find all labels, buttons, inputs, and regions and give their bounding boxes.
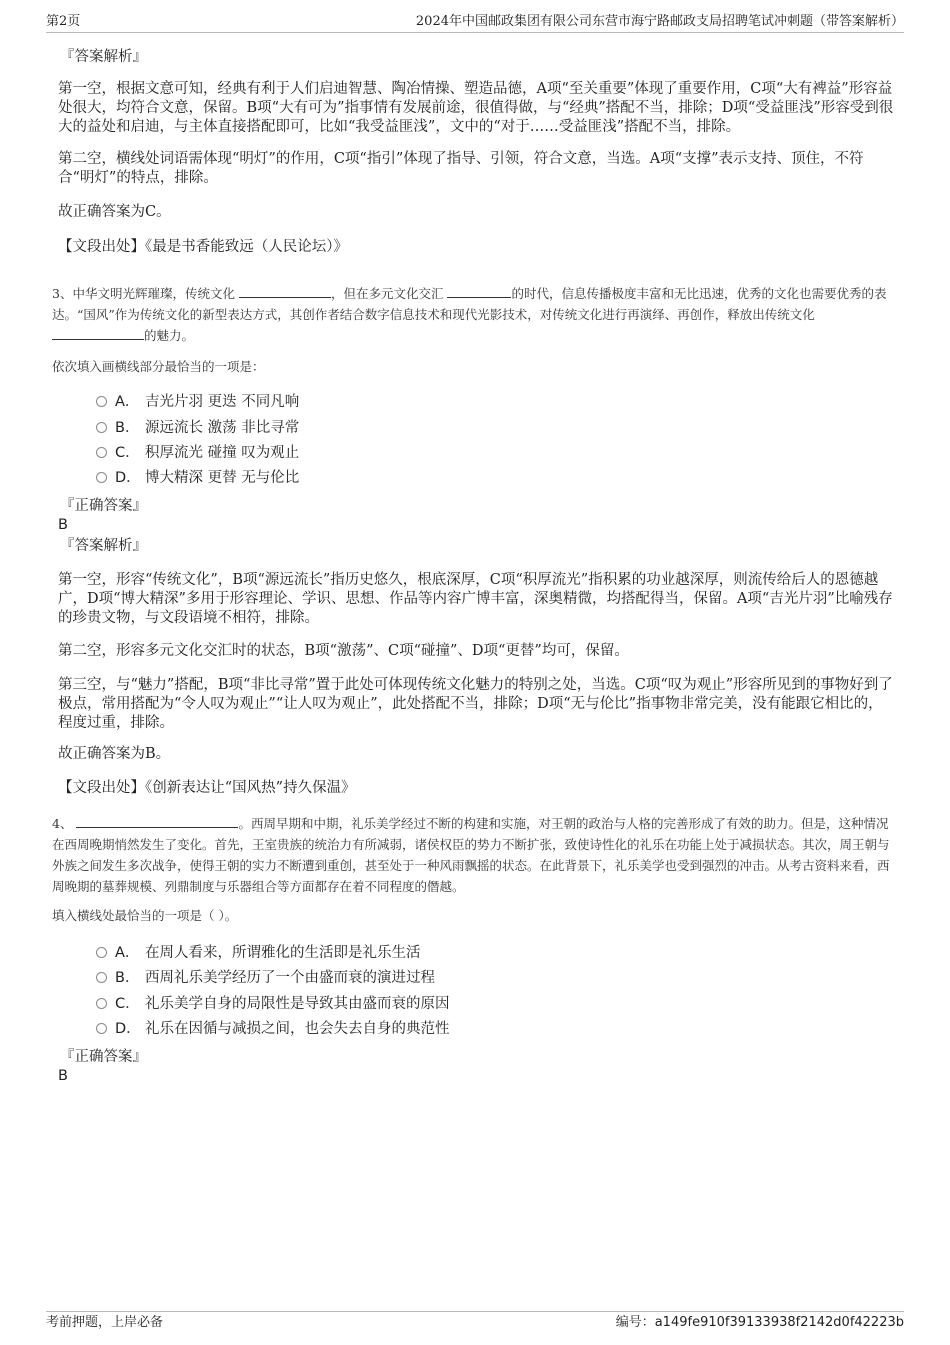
radio-button-icon[interactable]	[96, 972, 107, 983]
q3-option-d[interactable]: D． 博大精深 更替 无与伦比	[96, 468, 299, 488]
q4-number: 4、	[52, 816, 73, 831]
code-label: 编号：	[615, 1315, 655, 1330]
q2-conclusion: 故正确答案为C。	[58, 204, 171, 220]
answer-blank	[239, 284, 331, 298]
answer-blank	[447, 284, 511, 298]
q3-stem-part-4: 的魅力。	[144, 328, 195, 343]
q3-conclusion: 故正确答案为B。	[58, 746, 171, 762]
q4-answer-label: 『正确答案』	[60, 1049, 147, 1065]
q3-answer-label: 『正确答案』	[60, 498, 147, 514]
page-header	[46, 12, 904, 33]
q3-analysis-para-1: 第一空，形容“传统文化”，B项“源远流长”指历史悠久，根底深厚，C项“积厚流光”指积累的功业越深厚，则流传给后人的恩德越广，D项“博大精深”多用于形容理论、学识、思想、作品等内容广博丰富，深奥精微，均搭配得当，保留。A项“吉光片羽”比喻残存的珍贵文物，与文段语境不相符，排除。	[58, 572, 893, 626]
code-value: a149fe910f39133938f2142d0f42223b	[654, 1315, 904, 1330]
radio-button-icon[interactable]	[96, 1023, 107, 1034]
q4-prompt: 填入横线处最恰当的一项是（ ）。	[52, 908, 238, 923]
q2-analysis-label: 『答案解析』	[60, 49, 147, 65]
answer-blank	[76, 814, 238, 828]
q3-analysis-label: 『答案解析』	[60, 538, 147, 554]
q3-stem-part-3: 的时代，信息传播极度丰富和无比迅速，优秀的文化也需要优秀的表达。“国风”作为传统文化的新型表达方式，其创作者结合数字信息技术和现代光影技术，对传统文化进行再演绎、再创作，释放出传统文化	[52, 286, 887, 322]
q4-option-b[interactable]: B． 西周礼乐美学经历了一个由盛而衰的演进过程	[96, 968, 435, 988]
q3-option-a[interactable]: A． 吉光片羽 更迭 不同凡响	[96, 392, 299, 412]
q3-stem-part-1: 中华文明光辉璀璨，传统文化	[72, 286, 235, 301]
q3-prompt: 依次填入画横线部分最恰当的一项是：	[52, 359, 265, 374]
q4-stem-text: 。西周早期和中期，礼乐美学经过不断的构建和实施，对王朝的政治与人格的完善形成了有效的助力。但是，这种情况在西周晚期悄然发生了变化。首先，王室贵族的统治力有所减弱，诸侯权臣的势力不断扩张，致使诗性化的礼乐在功能上处于减损状态。其次，周王朝与外族之间发生多次战争，使得王朝的实力不断遭到重创，甚至处于一种风雨飘摇的状态。在此背景下，礼乐美学也受到强烈的冲击。从考古资料来看，西周晚期的墓葬规模、列鼎制度与乐器组合等方面都存在着不同程度的僭越。	[52, 816, 890, 894]
q3-source: 【文段出处】《创新表达让“国风热”持久保温》	[58, 780, 356, 796]
radio-button-icon[interactable]	[96, 396, 107, 407]
q3-analysis-para-2: 第二空，形容多元文化交汇时的状态，B项“激荡”、C项“碰撞”、D项“更替”均可，保留。	[58, 643, 629, 659]
q4-stem	[52, 813, 898, 897]
answer-blank	[52, 326, 144, 340]
radio-button-icon[interactable]	[96, 947, 107, 958]
radio-button-icon[interactable]	[96, 998, 107, 1009]
radio-button-icon[interactable]	[96, 422, 107, 433]
q4-option-c[interactable]: C． 礼乐美学自身的局限性是导致其由盛而衰的原因	[96, 994, 450, 1014]
q3-answer: B	[58, 517, 68, 533]
document-code	[616, 1312, 904, 1334]
q4-answer: B	[58, 1068, 68, 1084]
document-title: 2024年中国邮政集团有限公司东营市海宁路邮政支局招聘笔试冲刺题（带答案解析）	[415, 14, 904, 29]
q2-analysis-para-1: 第一空，根据文意可知，经典有利于人们启迪智慧、陶冶情操、塑造品德，A项“至关重要”体现了重要作用，C项“大有裨益”形容益处很大，均符合文意，保留。B项“大有可为”指事情有发展前途，很值得做，与“经典”搭配不当，排除；D项“受益匪浅”形容受到很大的益处和启迪，与主体直接搭配即可，比如“我受益匪浅”，文中的“对于……受益匪浅”搭配不当，排除。	[58, 81, 894, 135]
radio-button-icon[interactable]	[96, 472, 107, 483]
q3-stem	[52, 283, 898, 346]
q4-option-a[interactable]: A． 在周人看来，所谓雅化的生活即是礼乐生活	[96, 943, 421, 963]
page-footer	[46, 1311, 904, 1334]
q3-analysis-para-3: 第三空，与“魅力”搭配，B项“非比寻常”置于此处可体现传统文化魅力的特别之处，当选。C项“叹为观止”形容所见到的事物好到了极点，常用搭配为“令人叹为观止”“让人叹为观止”，此处搭配不当，排除；D项“无与伦比”指事物非常完美，没有能跟它相比的，程度过重，排除。	[58, 677, 893, 731]
page-number: 第2页	[46, 14, 81, 29]
q3-stem-part-2: ，但在多元文化交汇	[330, 286, 444, 301]
footer-slogan: 考前押题，上岸必备	[46, 1315, 164, 1330]
radio-button-icon[interactable]	[96, 447, 107, 458]
q2-source: 【文段出处】《最是书香能致远（人民论坛）》	[58, 239, 348, 255]
q4-option-d[interactable]: D． 礼乐在因循与减损之间，也会失去自身的典范性	[96, 1019, 450, 1039]
q3-option-b[interactable]: B． 源远流长 激荡 非比寻常	[96, 418, 299, 438]
q2-analysis-para-2: 第二空，横线处词语需体现“明灯”的作用，C项“指引”体现了指导、引领，符合文意，当选。A项“支撑”表示支持、顶住，不符合“明灯”的特点，排除。	[58, 151, 864, 186]
q3-option-c[interactable]: C． 积厚流光 碰撞 叹为观止	[96, 443, 299, 463]
q3-number: 3、	[52, 286, 73, 301]
